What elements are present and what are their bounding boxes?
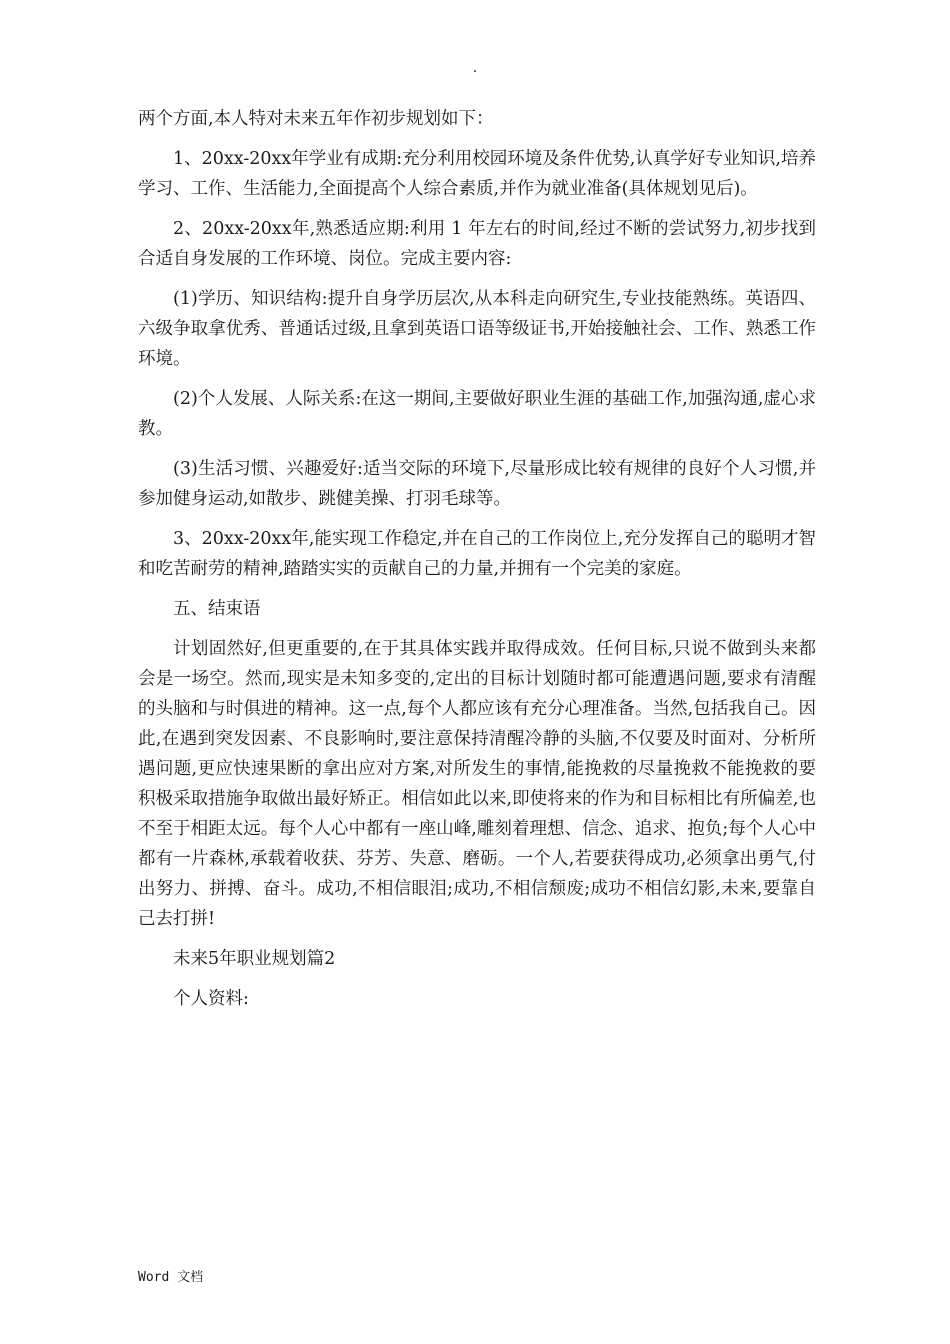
paragraph-plan-stage-3: 3、20xx-20xx年,能实现工作稳定,并在自己的工作岗位上,充分发挥自己的聪明才智和吃苦耐劳的精神,踏踏实实的贡献自己的力量,并拥有一个完美的家庭。 [138, 529, 816, 579]
document-body [138, 104, 816, 1024]
paragraph-plan-stage-2: 2、20xx-20xx年,熟悉适应期:利用 1 年左右的时间,经过不断的尝试努力,初步找到合适自身发展的工作环境、岗位。完成主要内容: [138, 219, 816, 269]
paragraph-stage-2-item-2: (2)个人发展、人际关系:在这一期间,主要做好职业生涯的基础工作,加强沟通,虚心求教。 [138, 389, 816, 439]
paragraph-plan-stage-1: 1、20xx-20xx年学业有成期:充分利用校园环境及条件优势,认真学好专业知识,培养学习、工作、生活能力,全面提高个人综合素质,并作为就业准备(具体规划见后)。 [138, 149, 816, 199]
article-title-part-2: 未来5年职业规划篇2 [173, 949, 336, 969]
paragraph-conclusion-body: 计划固然好,但更重要的,在于其具体实践并取得成效。任何目标,只说不做到头来都会是一场空。然而,现实是未知多变的,定出的目标计划随时都可能遭遇问题,要求有清醒的头脑和与时俱进的精神。这一点,每个人都应该有充分心理准备。当然,包括我自己。因此,在遇到突发因素、不良影响时,要注意保持清醒冷静的头脑,不仅要及时面对、分析所遇问题,更应快速果断的拿出应对方案,对所发生的事情,能挽救的尽量挽救不能挽救的要积极采取措施争取做出最好矫正。相信如此以来,即使将来的作为和目标相比有所偏差,也不至于相距太远。每个人心中都有一座山峰,雕刻着理想、信念、追求、抱负;每个人心中都有一片森林,承载着收获、芬芳、失意、磨砺。一个人,若要获得成功,必须拿出勇气,付出努力、拼搏、奋斗。成功,不相信眼泪;成功,不相信颓废;成功不相信幻影,未来,要靠自己去打拼! [138, 639, 816, 929]
paragraph-stage-2-item-3: (3)生活习惯、兴趣爱好:适当交际的环境下,尽量形成比较有规律的良好个人习惯,并参加健身运动,如散步、跳健美操、打羽毛球等。 [138, 459, 816, 509]
paragraph-stage-2-item-1: (1)学历、知识结构:提升自身学历层次,从本科走向研究生,专业技能熟练。英语四、六级争取拿优秀、普通话过级,且拿到英语口语等级证书,开始接触社会、工作、熟悉工作环境。 [138, 289, 816, 369]
section-heading-conclusion: 五、结束语 [173, 599, 261, 619]
section-heading-personal-info: 个人资料: [173, 989, 249, 1009]
footer-label: Word 文档 [138, 1270, 204, 1285]
header-mark: . [472, 60, 478, 76]
paragraph-intro-continuation: 两个方面,本人特对未来五年作初步规划如下： [138, 109, 494, 129]
